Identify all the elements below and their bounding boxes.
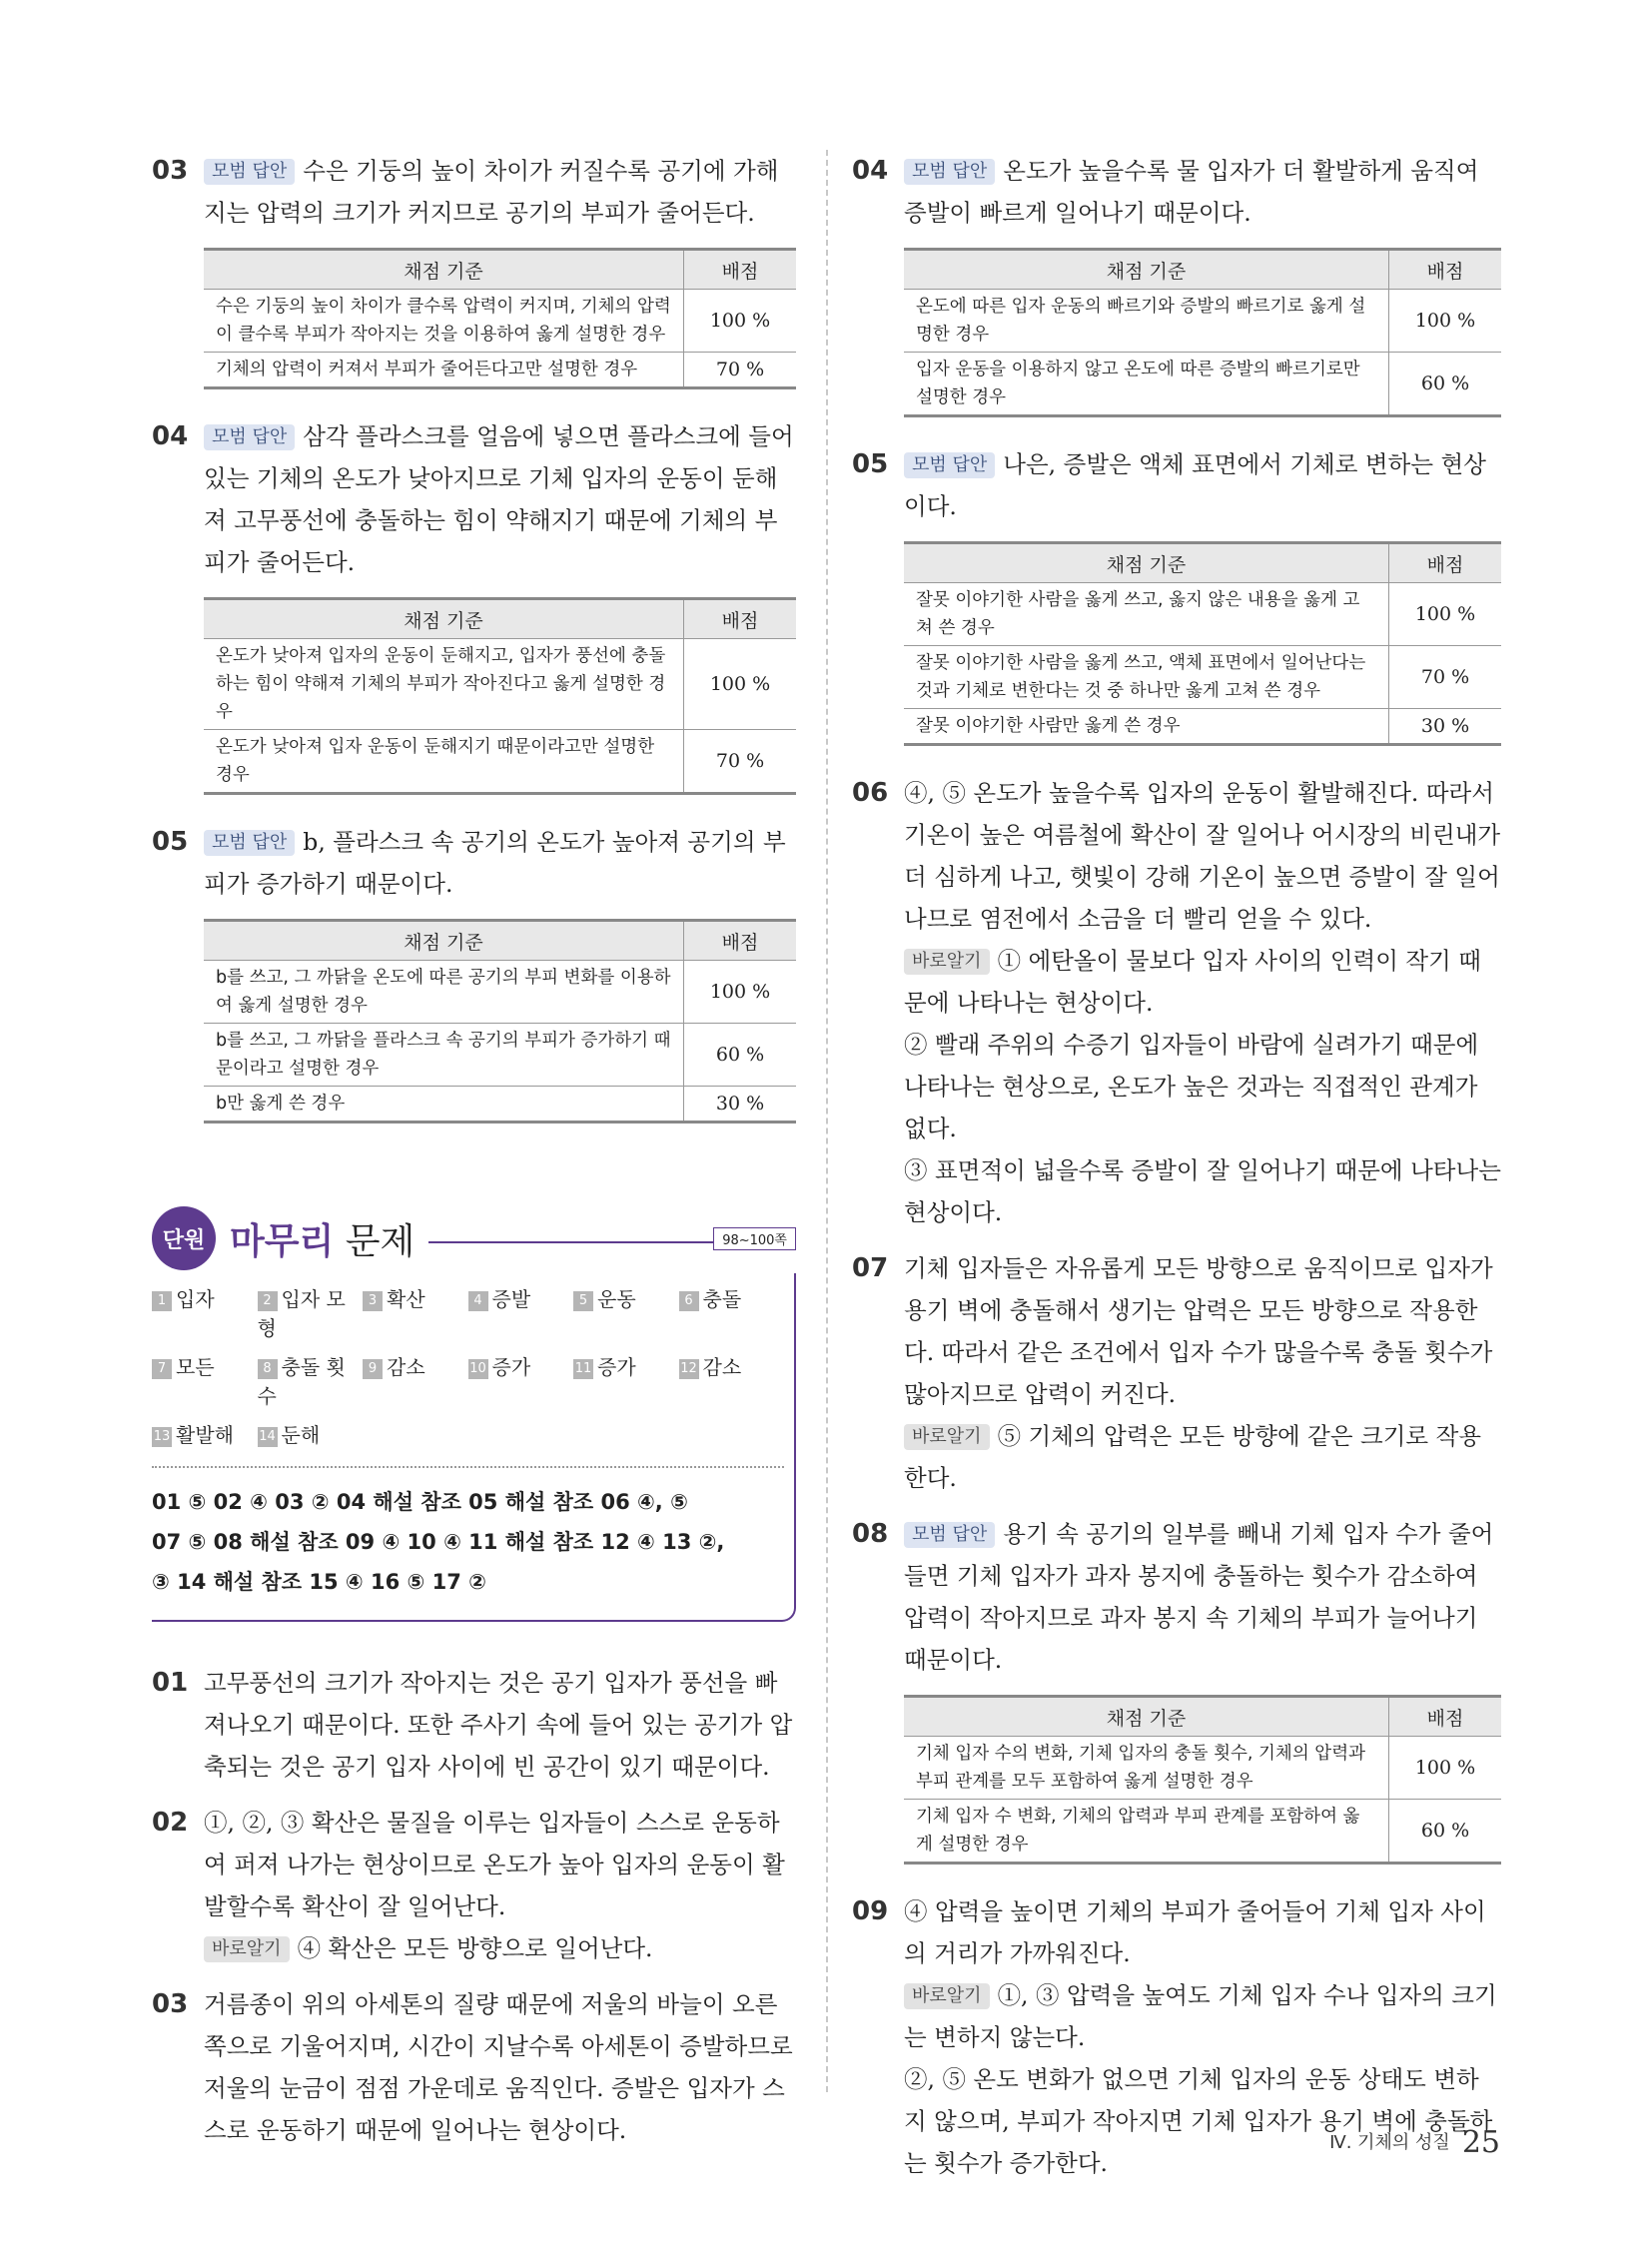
question-number: 04 <box>852 156 889 186</box>
criteria-cell: b만 옳게 쓴 경우 <box>204 1087 684 1122</box>
keyword-item: 1 입자 <box>152 1283 258 1341</box>
question-number: 09 <box>852 1896 889 1926</box>
criteria-cell: 기체 입자 수 변화, 기체의 압력과 부피 관계를 포함하여 옳게 설명한 경우 <box>904 1800 1389 1864</box>
model-answer-badge: 모범 답안 <box>204 424 295 450</box>
scoring-table-05 <box>904 541 1501 746</box>
points-header: 배점 <box>684 599 797 639</box>
keyword-item: 8 충돌 횟수 <box>257 1355 346 1408</box>
explanation-03 <box>152 1983 796 2151</box>
criteria-cell: 온도가 낮아져 입자의 운동이 둔해지고, 입자가 풍선에 충돌하는 힘이 약해져 기체의 부피가 작아진다고 옳게 설명한 경우 <box>204 639 684 730</box>
points-header: 배점 <box>684 250 797 290</box>
unit-review-header <box>152 1203 796 1273</box>
points-cell: 30 % <box>1389 709 1502 745</box>
explanation-text: 거름종이 위의 아세톤의 질량 때문에 저울의 바늘이 오른쪽으로 기울어지며, 시간이 지날수록 아세톤이 증발하므로 저울의 눈금이 점점 가운데로 움직인다. 증발은 입자가 스스로 운동하기 때문에 일어나는 현상이다. <box>204 1990 793 2144</box>
points-cell: 70 % <box>684 730 797 794</box>
criteria-cell: b를 쓰고, 그 까닭을 온도에 따른 공기의 부피 변화를 이용하여 옳게 설명한 경우 <box>204 961 684 1024</box>
model-answer-badge: 모범 답안 <box>204 830 295 856</box>
correction-text: ① 에탄올이 물보다 입자 사이의 인력이 작기 때문에 나타나는 현상이다. <box>904 947 1481 1017</box>
points-cell: 100 % <box>1389 290 1502 353</box>
page-footer <box>1329 2125 1500 2160</box>
keyword-item: 12 감소 <box>680 1355 742 1379</box>
model-answer-badge: 모범 답안 <box>904 159 995 185</box>
criteria-header: 채점 기준 <box>204 599 684 639</box>
scoring-table-05 <box>204 919 796 1123</box>
question-number: 02 <box>152 1808 189 1838</box>
criteria-header: 채점 기준 <box>204 250 684 290</box>
table-row <box>204 290 796 353</box>
question-number: 07 <box>852 1253 889 1283</box>
keyword-item: 14 둔해 <box>259 1423 321 1447</box>
criteria-header: 채점 기준 <box>904 1697 1389 1737</box>
answer-key-line: 07 ⑤ 08 해설 참조 09 ④ 10 ④ 11 해설 참조 12 ④ 13 ②, <box>152 1530 725 1554</box>
question-number: 05 <box>152 827 189 857</box>
dotted-separator <box>152 1466 784 1468</box>
criteria-cell: 기체 입자 수의 변화, 기체 입자의 충돌 횟수, 기체의 압력과 부피 관계를 모두 포함하여 옳게 설명한 경우 <box>904 1737 1389 1800</box>
table-row <box>204 1087 796 1122</box>
table-row <box>904 709 1501 745</box>
answer-text: 나은, 증발은 액체 표면에서 기체로 변하는 현상이다. <box>904 450 1486 520</box>
points-cell: 60 % <box>1389 1800 1502 1864</box>
keyword-item: 9 감소 <box>363 1351 468 1409</box>
column-divider <box>826 150 828 2092</box>
correction-badge: 바로알기 <box>904 949 990 975</box>
criteria-cell: 잘못 이야기한 사람을 옳게 쓰고, 옳지 않은 내용을 옳게 고쳐 쓴 경우 <box>904 583 1389 646</box>
explanation-text: ①, ②, ③ 확산은 물질을 이루는 입자들이 스스로 운동하여 퍼져 나가는 현상이므로 온도가 높아 입자의 운동이 활발할수록 확산이 잘 일어난다. <box>204 1809 785 1920</box>
points-cell: 100 % <box>684 290 797 353</box>
scoring-table-04 <box>204 597 796 795</box>
points-cell: 100 % <box>1389 583 1502 646</box>
unit-review-box <box>152 1203 796 1622</box>
points-header: 배점 <box>1389 1697 1502 1737</box>
question-number: 01 <box>152 1668 189 1698</box>
scoring-table-03 <box>204 248 796 389</box>
keyword-grid <box>152 1283 784 1448</box>
page-number: 25 <box>1461 2125 1500 2160</box>
criteria-cell: b를 쓰고, 그 까닭을 플라스크 속 공기의 부피가 증가하기 때문이라고 설명한 경우 <box>204 1024 684 1087</box>
criteria-cell: 온도에 따른 입자 운동의 빠르기와 증발의 빠르기로 옳게 설명한 경우 <box>904 290 1389 353</box>
keyword-item: 10 증가 <box>469 1355 531 1379</box>
correction-badge: 바로알기 <box>904 1424 990 1450</box>
question-04-answer <box>852 150 1501 234</box>
criteria-cell: 잘못 이야기한 사람을 옳게 쓰고, 액체 표면에서 일어난다는 것과 기체로 변한다는 것 중 하나만 옳게 고쳐 쓴 경우 <box>904 646 1389 709</box>
page-range: 98~100쪽 <box>713 1227 796 1250</box>
question-number: 03 <box>152 1989 189 2019</box>
correction-text: ⑤ 기체의 압력은 모든 방향에 같은 크기로 작용한다. <box>904 1422 1481 1492</box>
explanation-text: ④ 압력을 높이면 기체의 부피가 줄어들어 기체 입자 사이의 거리가 가까워진다. <box>904 1897 1486 1967</box>
answer-text: 수은 기둥의 높이 차이가 커질수록 공기에 가해지는 압력의 크기가 커지므로 공기의 부피가 줄어든다. <box>204 157 779 227</box>
answer-key-line: 01 ⑤ 02 ④ 03 ② 04 해설 참조 05 해설 참조 06 ④, ⑤ <box>152 1490 688 1514</box>
keyword-item: 11 증가 <box>574 1355 636 1379</box>
points-cell: 60 % <box>684 1024 797 1087</box>
left-column <box>152 150 796 2165</box>
table-row <box>904 290 1501 353</box>
question-number: 08 <box>852 1519 889 1549</box>
model-answer-badge: 모범 답안 <box>904 1522 995 1548</box>
question-08-answer <box>852 1513 1501 1681</box>
points-cell: 100 % <box>684 639 797 730</box>
answer-text: b, 플라스크 속 공기의 온도가 높아져 공기의 부피가 증가하기 때문이다. <box>204 828 786 898</box>
table-row <box>204 639 796 730</box>
explanation-01 <box>152 1662 796 1788</box>
table-row <box>204 1024 796 1087</box>
correction-text: ③ 표면적이 넓을수록 증발이 잘 일어나기 때문에 나타나는 현상이다. <box>904 1156 1501 1226</box>
criteria-cell: 잘못 이야기한 사람만 옳게 쓴 경우 <box>904 709 1389 745</box>
points-cell: 70 % <box>684 353 797 388</box>
criteria-cell: 온도가 낮아져 입자 운동이 둔해지기 때문이라고만 설명한 경우 <box>204 730 684 794</box>
criteria-header: 채점 기준 <box>204 921 684 961</box>
criteria-header: 채점 기준 <box>904 543 1389 583</box>
explanation-06 <box>852 772 1501 1233</box>
question-number: 03 <box>152 156 189 186</box>
title-rest: 문제 <box>334 1220 415 1262</box>
right-column <box>852 150 1501 2198</box>
table-row <box>204 730 796 794</box>
table-row <box>904 1800 1501 1864</box>
title-accent: 마무리 <box>230 1220 335 1262</box>
keyword-item: 3 확산 <box>363 1283 468 1341</box>
answer-text: 용기 속 공기의 일부를 빼내 기체 입자 수가 줄어들면 기체 입자가 과자 봉지에 충돌하는 횟수가 감소하여 압력이 작아지므로 과자 봉지 속 기체의 부피가 늘어나기 때문이다. <box>904 1520 1494 1674</box>
correction-text: ②, ⑤ 온도 변화가 없으면 기체 입자의 운동 상태도 변하지 않으며, 부피가 작아지면 기체 입자가 용기 벽에 충돌하는 횟수가 증가한다. <box>904 2065 1493 2177</box>
answer-key-line: ③ 14 해설 참조 15 ④ 16 ⑤ 17 ② <box>152 1570 486 1594</box>
chapter-title: Ⅳ. 기체의 성질 <box>1329 2132 1450 2153</box>
unit-review-title <box>230 1213 414 1264</box>
points-cell: 60 % <box>1389 353 1502 416</box>
answer-text: 삼각 플라스크를 얼음에 넣으면 플라스크에 들어 있는 기체의 온도가 낮아지므로 기체 입자의 운동이 둔해져 고무풍선에 충돌하는 힘이 약해지기 때문에 기체의 부피가 줄어든다. <box>204 422 794 576</box>
correction-text: ④ 확산은 모든 방향으로 일어난다. <box>297 1934 653 1962</box>
correction-text: ①, ③ 압력을 높여도 기체 입자 수나 입자의 크기는 변하지 않는다. <box>904 1981 1497 2051</box>
table-row <box>904 646 1501 709</box>
keyword-item: 6 충돌 <box>679 1283 785 1341</box>
keyword-item: 2 입자 모형 <box>257 1287 346 1340</box>
header-rule <box>428 1241 715 1243</box>
table-row <box>904 353 1501 416</box>
question-05-answer <box>852 443 1501 527</box>
keyword-item: 4 증발 <box>468 1283 574 1341</box>
correction-badge: 바로알기 <box>904 1983 990 2009</box>
question-05-answer <box>152 821 796 905</box>
points-header: 배점 <box>1389 543 1502 583</box>
points-cell: 70 % <box>1389 646 1502 709</box>
table-row <box>204 961 796 1024</box>
explanation-text: ④, ⑤ 온도가 높을수록 입자의 운동이 활발해진다. 따라서 기온이 높은 여름철에 확산이 잘 일어나 어시장의 비린내가 더 심하게 나고, 햇빛이 강해 기온이 높으면 증발이 잘 일어나므로 염전에서 소금을 더 빨리 얻을 수 있다. <box>904 779 1501 933</box>
keyword-item: 13 활발해 <box>153 1423 234 1447</box>
table-row <box>904 583 1501 646</box>
explanation-text: 고무풍선의 크기가 작아지는 것은 공기 입자가 풍선을 빠져나오기 때문이다. 또한 주사기 속에 들어 있는 공기가 압축되는 것은 공기 입자 사이에 빈 공간이 있기 때문이다. <box>204 1669 793 1781</box>
points-header: 배점 <box>684 921 797 961</box>
unit-logo: 단원 <box>152 1206 216 1270</box>
question-number: 06 <box>852 778 889 808</box>
keyword-item: 5 운동 <box>573 1283 679 1341</box>
explanation-07 <box>852 1247 1501 1499</box>
question-03-answer <box>152 150 796 234</box>
points-header: 배점 <box>1389 250 1502 290</box>
criteria-cell: 입자 운동을 이용하지 않고 온도에 따른 증발의 빠르기로만 설명한 경우 <box>904 353 1389 416</box>
table-row <box>204 353 796 388</box>
table-row <box>904 1737 1501 1800</box>
explanation-text: 기체 입자들은 자유롭게 모든 방향으로 움직이므로 입자가 용기 벽에 충돌해서 생기는 압력은 모든 방향으로 작용한다. 따라서 같은 조건에서 입자 수가 많을수록 충돌 횟수가 많아지므로 압력이 커진다. <box>904 1254 1493 1408</box>
criteria-cell: 수은 기둥의 높이 차이가 클수록 압력이 커지며, 기체의 압력이 클수록 부피가 작아지는 것을 이용하여 옳게 설명한 경우 <box>204 290 684 353</box>
scoring-table-08 <box>904 1695 1501 1865</box>
points-cell: 30 % <box>684 1087 797 1122</box>
criteria-header: 채점 기준 <box>904 250 1389 290</box>
points-cell: 100 % <box>684 961 797 1024</box>
keyword-item: 7 모든 <box>152 1351 258 1409</box>
explanation-02 <box>152 1802 796 1969</box>
unit-review-body <box>152 1273 796 1622</box>
question-number: 05 <box>852 449 889 479</box>
model-answer-badge: 모범 답안 <box>204 159 295 185</box>
model-answer-badge: 모범 답안 <box>904 452 995 478</box>
question-04-answer <box>152 415 796 583</box>
points-cell: 100 % <box>1389 1737 1502 1800</box>
scoring-table-04 <box>904 248 1501 417</box>
question-number: 04 <box>152 421 189 451</box>
criteria-cell: 기체의 압력이 커져서 부피가 줄어든다고만 설명한 경우 <box>204 353 684 388</box>
correction-text: ② 빨래 주위의 수증기 입자들이 바람에 실려가기 때문에 나타나는 현상으로, 온도가 높은 것과는 직접적인 관계가 없다. <box>904 1031 1479 1142</box>
correction-badge: 바로알기 <box>204 1936 290 1962</box>
answer-text: 온도가 높을수록 물 입자가 더 활발하게 움직여 증발이 빠르게 일어나기 때문이다. <box>904 157 1479 227</box>
